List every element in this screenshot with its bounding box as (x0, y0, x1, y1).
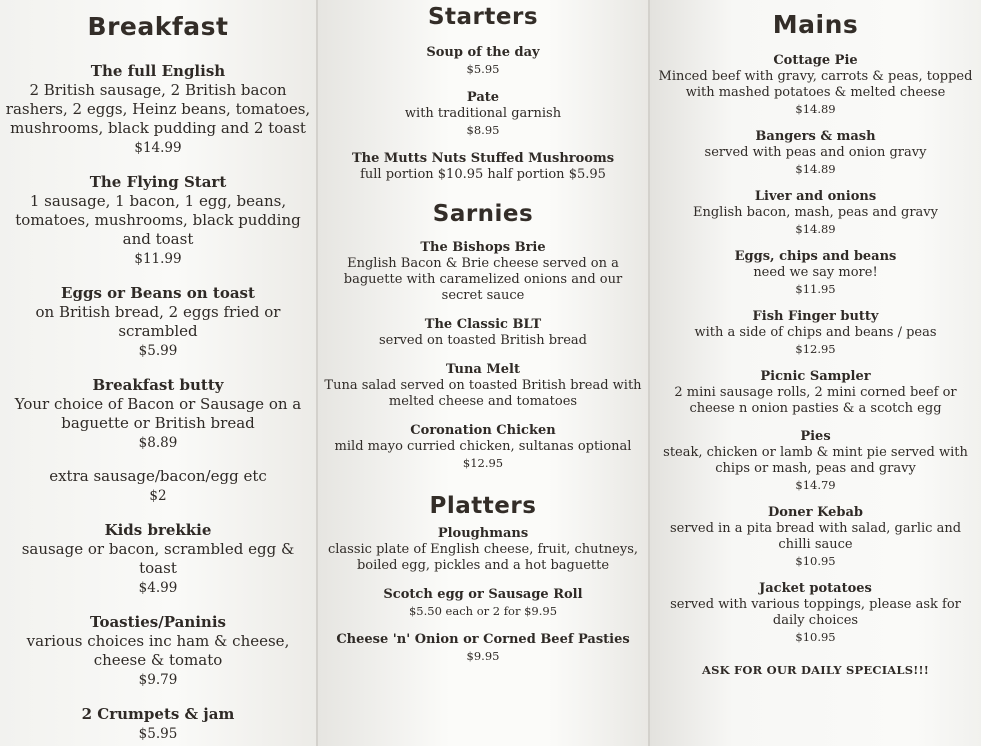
menu-item (650, 505, 981, 569)
item-desc: steak, chicken or lamb & mint pie served with chips or mash, peas and gravy (663, 445, 968, 476)
item-name: The Bishops Brie (420, 240, 546, 255)
item-price: $14.99 (134, 140, 182, 156)
item-name: Coronation Chicken (410, 423, 556, 438)
item-desc: English Bacon & Brie cheese served on a baguette with caramelized onions and our secret sauce (343, 256, 623, 303)
item-name: Doner Kebab (768, 505, 863, 520)
menu-item (0, 704, 316, 744)
item-price: $14.89 (795, 222, 836, 236)
daily-specials-note: ASK FOR OUR DAILY SPECIALS!!! (702, 663, 929, 677)
menu-item (650, 369, 981, 417)
item-name: The Classic BLT (424, 317, 542, 332)
menu-item (0, 172, 316, 269)
item-desc: served on toasted British bread (378, 333, 588, 348)
menu-item (650, 189, 981, 237)
menu-item (318, 150, 648, 183)
menu-item (650, 581, 981, 645)
item-price: $9.79 (138, 672, 178, 688)
menu-item (0, 612, 316, 690)
menu-item (318, 525, 648, 574)
item-desc: with a side of chips and beans / peas (694, 325, 937, 340)
mains-heading: Mains (772, 10, 859, 39)
item-name: Breakfast butty (92, 376, 224, 394)
item-desc: Minced beef with gravy, carrots & peas, topped with mashed potatoes & melted cheese (658, 69, 973, 100)
item-desc: extra sausage/bacon/egg etc (49, 467, 267, 485)
starters-heading: Starters (427, 4, 539, 30)
menu-item (0, 61, 316, 158)
item-desc: full portion $10.95 half portion $5.95 (360, 167, 606, 182)
item-desc: with traditional garnish (404, 106, 562, 121)
item-desc: sausage or bacon, scrambled egg & toast (21, 540, 295, 577)
item-price: $12.95 (462, 456, 504, 470)
item-name: The full English (90, 62, 226, 80)
item-name: Cheese 'n' Onion or Corned Beef Pasties (336, 632, 630, 647)
menu-item (318, 361, 648, 410)
item-name: Scotch egg or Sausage Roll (383, 587, 583, 602)
item-name: Pate (466, 90, 500, 105)
item-price: $5.95 (466, 62, 500, 76)
menu-item (318, 422, 648, 471)
item-desc: 2 mini sausage rolls, 2 mini corned beef or cheese n onion pasties & a scotch egg (674, 385, 957, 416)
item-desc: served in a pita bread with salad, garlic and chilli sauce (669, 521, 962, 552)
item-name: The Flying Start (89, 173, 227, 191)
menu-item (318, 239, 648, 304)
item-desc: various choices inc ham & cheese, cheese & tomato (26, 632, 290, 669)
platters-heading: Platters (429, 493, 537, 519)
item-price: $5.95 (138, 726, 178, 742)
item-desc: on British bread, 2 eggs fried or scrambled (35, 303, 281, 340)
item-name: Kids brekkie (104, 521, 212, 539)
menu-item (0, 283, 316, 361)
item-name: Fish Finger butty (752, 309, 879, 324)
menu-item (650, 429, 981, 493)
item-price: $12.95 (795, 342, 836, 356)
menu-item (318, 586, 648, 619)
item-desc: need we say more! (753, 265, 878, 280)
item-price: $8.89 (138, 435, 178, 451)
item-price: $9.95 (466, 649, 500, 663)
item-name: Toasties/Paninis (90, 613, 226, 631)
breakfast-column (0, 0, 316, 746)
item-name: Ploughmans (437, 526, 529, 541)
mains-column (650, 0, 981, 746)
menu-item (650, 249, 981, 297)
menu-item (318, 44, 648, 77)
item-price: $10.95 (795, 554, 836, 568)
item-desc: mild mayo curried chicken, sultanas optional (334, 439, 632, 454)
item-name: Bangers & mash (755, 129, 876, 144)
item-name: Pies (800, 429, 831, 444)
item-price: $8.95 (466, 123, 500, 137)
menu-item (0, 520, 316, 598)
item-desc: classic plate of English cheese, fruit, chutneys, boiled egg, pickles and a hot baguette (327, 542, 638, 573)
item-name: Eggs, chips and beans (734, 249, 897, 264)
item-name: Eggs or Beans on toast (61, 284, 255, 302)
breakfast-heading: Breakfast (87, 12, 229, 41)
item-desc: 2 British sausage, 2 British bacon rashers, 2 eggs, Heinz beans, tomatoes, mushrooms, black pudding and 2 toast (5, 81, 311, 137)
item-price: $11.99 (134, 251, 182, 267)
item-name: Liver and onions (754, 189, 877, 204)
item-price: $2 (149, 488, 167, 504)
item-price: $11.95 (795, 282, 836, 296)
item-price: $10.95 (795, 630, 836, 644)
item-desc: served with various toppings, please ask for daily choices (670, 597, 961, 628)
item-price: $14.89 (795, 102, 836, 116)
menu-item (650, 309, 981, 357)
item-name: The Mutts Nuts Stuffed Mushrooms (351, 151, 615, 166)
item-desc: served with peas and onion gravy (704, 145, 927, 160)
item-desc: 1 sausage, 1 bacon, 1 egg, beans, tomatoes, mushrooms, black pudding and toast (15, 192, 301, 248)
item-price: $4.99 (138, 580, 178, 596)
menu-item (318, 89, 648, 138)
sarnies-heading: Sarnies (432, 201, 534, 227)
item-desc: Tuna salad served on toasted British bread with melted cheese and tomatoes (324, 378, 642, 409)
item-desc: English bacon, mash, peas and gravy (692, 205, 938, 220)
menu-item (318, 631, 648, 664)
menu-item (318, 316, 648, 349)
item-price: $5.99 (138, 343, 178, 359)
item-name: Jacket potatoes (759, 581, 872, 596)
item-name: Tuna Melt (446, 362, 520, 377)
menu-item (0, 375, 316, 453)
item-price: $14.79 (795, 478, 836, 492)
item-price: $14.89 (795, 162, 836, 176)
menu-item (650, 53, 981, 117)
item-price: $5.50 each or 2 for $9.95 (408, 604, 558, 618)
starters-sarnies-platters-column (318, 0, 648, 746)
item-name: 2 Crumpets & jam (81, 705, 235, 723)
item-name: Soup of the day (426, 45, 540, 60)
menu-item (650, 129, 981, 177)
item-desc: Your choice of Bacon or Sausage on a baguette or British bread (14, 395, 302, 432)
item-name: Picnic Sampler (760, 369, 871, 384)
item-name: Cottage Pie (773, 53, 858, 68)
menu-item-extras (0, 467, 316, 506)
